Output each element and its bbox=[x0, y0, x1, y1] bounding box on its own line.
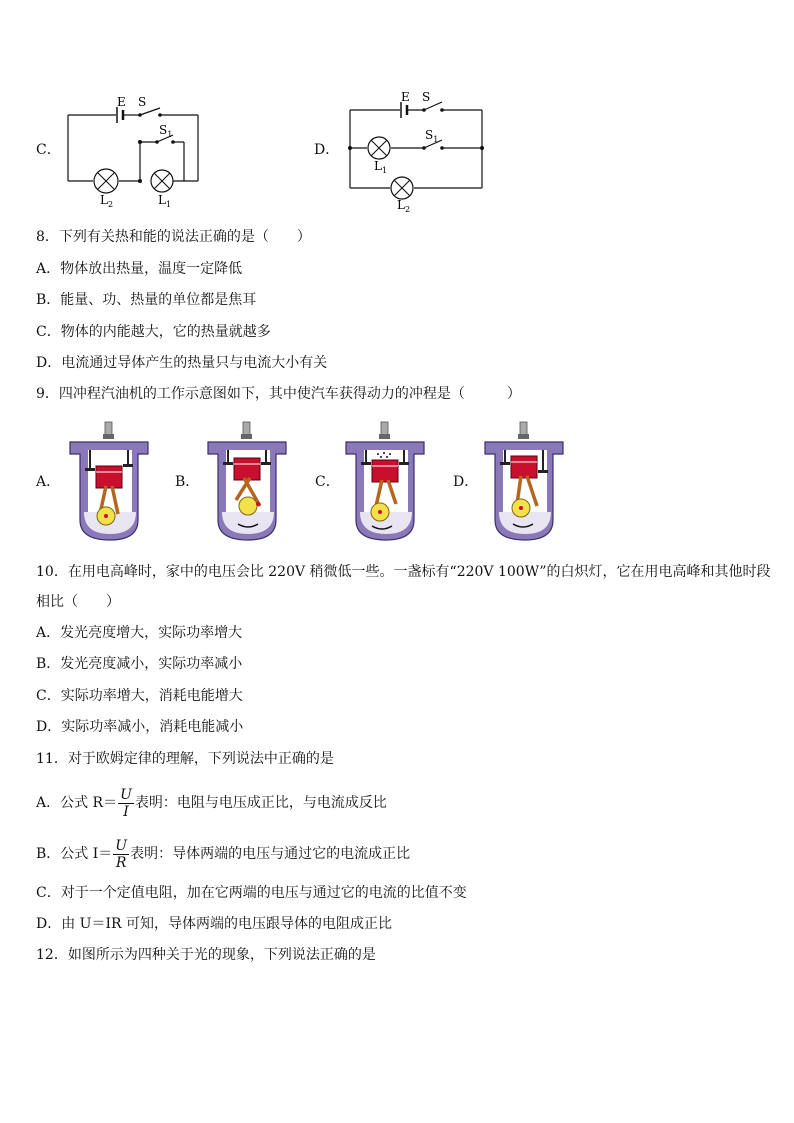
q10-option-a[interactable]: A．发光亮度增大，实际功率增大 bbox=[36, 625, 243, 641]
q8-option-b[interactable]: B．能量、功、热量的单位都是焦耳 bbox=[36, 292, 257, 308]
q8-option-d[interactable]: D．电流通过导体产生的热量只与电流大小有关 bbox=[36, 355, 328, 371]
q10-option-c[interactable]: C．实际功率增大，消耗电能增大 bbox=[36, 688, 243, 704]
lamp-icon bbox=[151, 170, 173, 192]
q10-option-d[interactable]: D．实际功率减小，消耗电能减小 bbox=[36, 719, 244, 735]
q11-option-b-text: 表明：导体两端的电压与通过它的电流成正比 bbox=[130, 846, 411, 862]
battery-icon bbox=[401, 102, 407, 118]
engine-stroke-b-icon[interactable] bbox=[200, 420, 296, 545]
lamp-label: $L_1$ bbox=[158, 193, 172, 207]
battery-label: E bbox=[117, 95, 126, 109]
q11-option-a[interactable] bbox=[36, 786, 387, 820]
switch-label: S bbox=[138, 95, 147, 109]
lamp-label: $L_2$ bbox=[397, 198, 411, 213]
q10-option-b[interactable]: B．发光亮度减小，实际功率减小 bbox=[36, 656, 243, 672]
engine-stroke-a-icon[interactable] bbox=[62, 420, 158, 545]
q11-option-a-text: 表明：电阻与电压成正比，与电流成反比 bbox=[134, 795, 387, 811]
engine-stroke-d-icon[interactable] bbox=[477, 420, 573, 545]
lamp-icon bbox=[94, 169, 118, 193]
switch-label: S bbox=[422, 90, 431, 104]
q8-stem: 8．下列有关热和能的说法正确的是（ ） bbox=[36, 229, 311, 245]
q9-option-a-label[interactable]: A． bbox=[36, 474, 61, 490]
q7-circuit-d-diagram bbox=[340, 88, 495, 213]
q9-option-d-label[interactable]: D． bbox=[453, 474, 479, 490]
q11-option-d[interactable]: D．由 U＝IR 可知，导体两端的电压跟导体的电阻成正比 bbox=[36, 916, 392, 932]
fraction bbox=[118, 787, 134, 820]
q11-stem: 11．对于欧姆定律的理解，下列说法中正确的是 bbox=[36, 751, 334, 767]
q11-option-b-prefix: B．公式 I＝ bbox=[36, 846, 113, 862]
q10-stem-line1: 10．在用电高峰时，家中的电压会比 220V 稍微低一些。一盏标有“220V 100W”的白炽灯，它在用电高峰和其他时段 bbox=[36, 564, 771, 580]
q12-stem: 12．如图所示为四种关于光的现象，下列说法正确的是 bbox=[36, 947, 376, 963]
engine-stroke-c-icon[interactable] bbox=[338, 420, 434, 545]
fraction-denominator: I bbox=[123, 803, 129, 820]
q8-option-c[interactable]: C．物体的内能越大，它的热量就越多 bbox=[36, 324, 271, 340]
battery-label: E bbox=[401, 90, 410, 104]
lamp-label: $L_2$ bbox=[100, 193, 114, 207]
switch-label: $S_1$ bbox=[159, 123, 173, 139]
q11-option-c[interactable]: C．对于一个定值电阻，加在它两端的电压与通过它的电流的比值不变 bbox=[36, 885, 467, 901]
q11-option-a-prefix: A．公式 R＝ bbox=[36, 795, 118, 811]
q7-option-d-label[interactable]: D． bbox=[314, 142, 340, 158]
q9-option-c-label[interactable]: C． bbox=[315, 474, 340, 490]
q7-option-c-label[interactable]: C． bbox=[36, 142, 61, 158]
q7-circuit-c-diagram bbox=[60, 92, 210, 207]
q8-option-a[interactable]: A．物体放出热量，温度一定降低 bbox=[36, 261, 243, 277]
switch-label: $S_1$ bbox=[425, 128, 439, 144]
lamp-icon bbox=[391, 177, 413, 199]
q11-option-b[interactable] bbox=[36, 837, 410, 871]
lamp-label: $L_1$ bbox=[374, 159, 388, 175]
fraction-numerator: U bbox=[115, 837, 128, 854]
battery-icon bbox=[117, 107, 123, 123]
q9-stem: 9．四冲程汽油机的工作示意图如下，其中使汽车获得动力的冲程是（ ） bbox=[36, 386, 521, 402]
lamp-icon bbox=[368, 137, 390, 159]
fraction-numerator: U bbox=[120, 786, 132, 803]
q10-stem-line2: 相比（ ） bbox=[36, 594, 120, 610]
switch-icon bbox=[138, 108, 162, 117]
q9-option-b-label[interactable]: B． bbox=[175, 474, 200, 490]
fraction bbox=[113, 838, 129, 871]
fraction-denominator: R bbox=[115, 854, 127, 871]
